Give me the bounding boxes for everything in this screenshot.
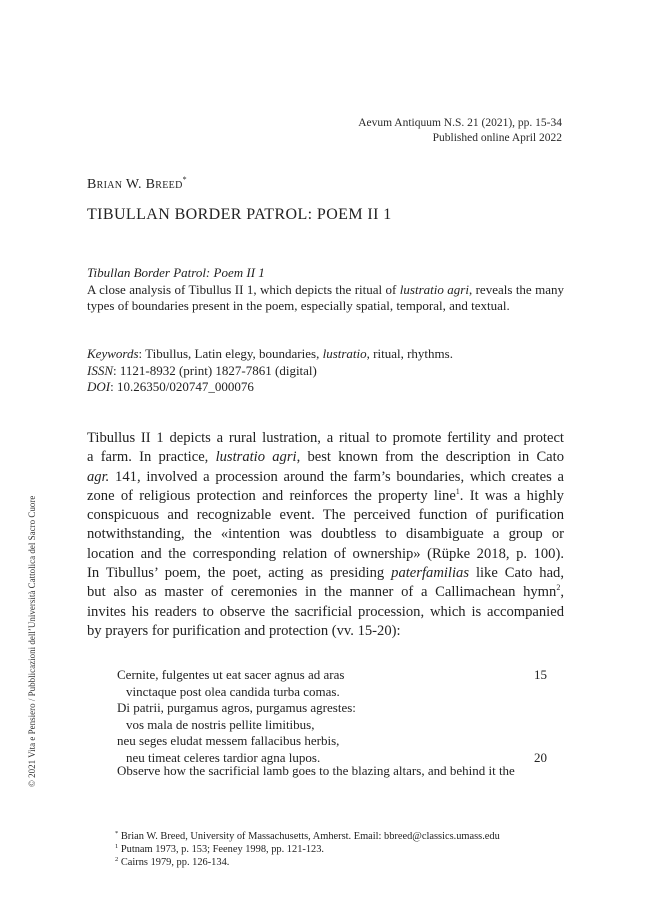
body-text: but also as master of ceremonies in the manner of a Callimachean hymn: [87, 584, 557, 601]
publication-date: Published online April 2022: [432, 132, 562, 144]
keywords-label: Keywords: [87, 346, 139, 361]
footnote-ref-1: 1: [455, 486, 460, 496]
issn-value: : 1121-8932 (print) 1827-7861 (digital): [113, 362, 317, 378]
body-line: [87, 583, 564, 602]
keywords-before: : Tibullus, Latin elegy, boundaries,: [138, 346, 323, 361]
body-text: 141, involved a procession around the farm’s boundaries, which creates a: [109, 468, 564, 485]
verse-line: Di patrii, purgamus agros, purgamus agrestes:: [117, 700, 356, 716]
body-text: In Tibullus’ poem, the poet, acting as presiding: [87, 565, 392, 582]
abstract-title: Tibullan Border Patrol: Poem II 1: [87, 265, 265, 280]
journal-citation: Aevum Antiquum N.S. 21 (2021), pp. 15-34: [358, 117, 562, 129]
body-line: conspicuous and recognizable event. The perceived function of purification: [87, 507, 564, 524]
abstract-text-2: , reveals the many types of boundaries present in the poem, especially spatial, temporal, and textual.: [87, 281, 564, 313]
footnote-marker: 2: [115, 856, 119, 863]
abstract-text-1: A close analysis of Tibullus II 1, which depicts the ritual of: [87, 281, 400, 297]
body-emphasis: paterfamilias: [391, 565, 469, 582]
verse-number: 15: [534, 667, 547, 682]
footnote-1: [115, 843, 565, 856]
verse-text: Cernite, fulgentes ut eat sacer agnus ad aras: [117, 667, 345, 682]
footnote-ref-2: 2: [556, 583, 561, 593]
keywords-em: lustratio: [322, 346, 367, 361]
doi-row: [87, 379, 564, 396]
copyright-sidebar: © 2021 Vita e Pensiero / Pubblicazioni dell’Università Cattolica del Sacro Cuore: [27, 495, 37, 787]
author-name-text: Brian W. Breed: [87, 177, 183, 192]
body-line: [87, 487, 564, 506]
footnote-marker: *: [115, 830, 119, 837]
translation-line: Observe how the sacrificial lamb goes to the blazing altars, and behind it the: [117, 763, 515, 778]
body-text: like Cato had,: [469, 565, 564, 582]
body-line: invites his readers to observe the sacrificial procession, which is accompanied: [87, 603, 564, 620]
body-line: notwithstanding, the «intention was doubtless to disambiguate a group or: [87, 526, 564, 543]
body-line: [87, 564, 564, 583]
body-line: [87, 448, 564, 467]
body-emphasis: lustratio agri: [215, 449, 297, 466]
keywords-row: [87, 346, 564, 363]
footnote-text: Brian W. Breed, University of Massachusetts, Amherst. Email: bbreed@classics.umass.edu: [118, 831, 500, 842]
footnote-text: Cairns 1979, pp. 126-134.: [118, 857, 230, 868]
footnotes: [115, 830, 565, 869]
body-line: [87, 468, 564, 487]
body-text: . It was a highly: [459, 487, 564, 504]
body-emphasis: agr.: [87, 468, 110, 485]
verse-text: neu timeat celeres tardior agna lupos.: [126, 749, 321, 765]
verse-line: vinctaque post olea candida turba comas.: [126, 683, 340, 699]
verse-number: 20: [534, 749, 547, 765]
verse-line: neu seges eludat messem fallacibus herbis,: [117, 733, 340, 749]
abstract: [87, 265, 564, 315]
body-paragraph: [87, 429, 564, 641]
article-title: TIBULLAN BORDER PATROL: POEM II 1: [87, 206, 392, 223]
author-footnote-marker: *: [182, 175, 187, 184]
issn-label: ISSN: [87, 362, 113, 378]
verse-line: vos mala de nostris pellite limitibus,: [126, 716, 315, 732]
footnote-marker: 1: [115, 843, 119, 850]
body-line: Tibullus II 1 depicts a rural lustration, a ritual to promote fertility and protect: [87, 430, 564, 446]
body-text: zone of religious protection and reinforces the property line: [87, 487, 456, 504]
author-name: [87, 175, 187, 193]
doi-label: DOI: [87, 379, 111, 394]
keywords-after: , ritual, rhythms.: [366, 346, 453, 361]
footnote-2: [115, 856, 565, 869]
footnote-text: Putnam 1973, p. 153; Feeney 1998, pp. 121-123.: [118, 844, 325, 855]
footnote-author: [115, 830, 565, 843]
body-line: location and the corresponding relation of ownership» (Rüpke 2018, p. 100).: [87, 545, 564, 562]
body-line: by prayers for purification and protection (vv. 15-20):: [87, 622, 401, 639]
article-metadata: [87, 346, 564, 396]
body-text: , best known from the description in Cato: [296, 449, 565, 466]
verse-line: [117, 667, 547, 684]
verse-quotation: [117, 667, 547, 767]
body-text: ,: [560, 584, 564, 601]
issn-row: [87, 363, 564, 380]
abstract-text-em: lustratio agri: [399, 281, 469, 297]
doi-value: : 10.26350/020747_000076: [110, 379, 254, 394]
journal-header: [300, 116, 562, 146]
body-text: a farm. In practice,: [87, 449, 216, 466]
